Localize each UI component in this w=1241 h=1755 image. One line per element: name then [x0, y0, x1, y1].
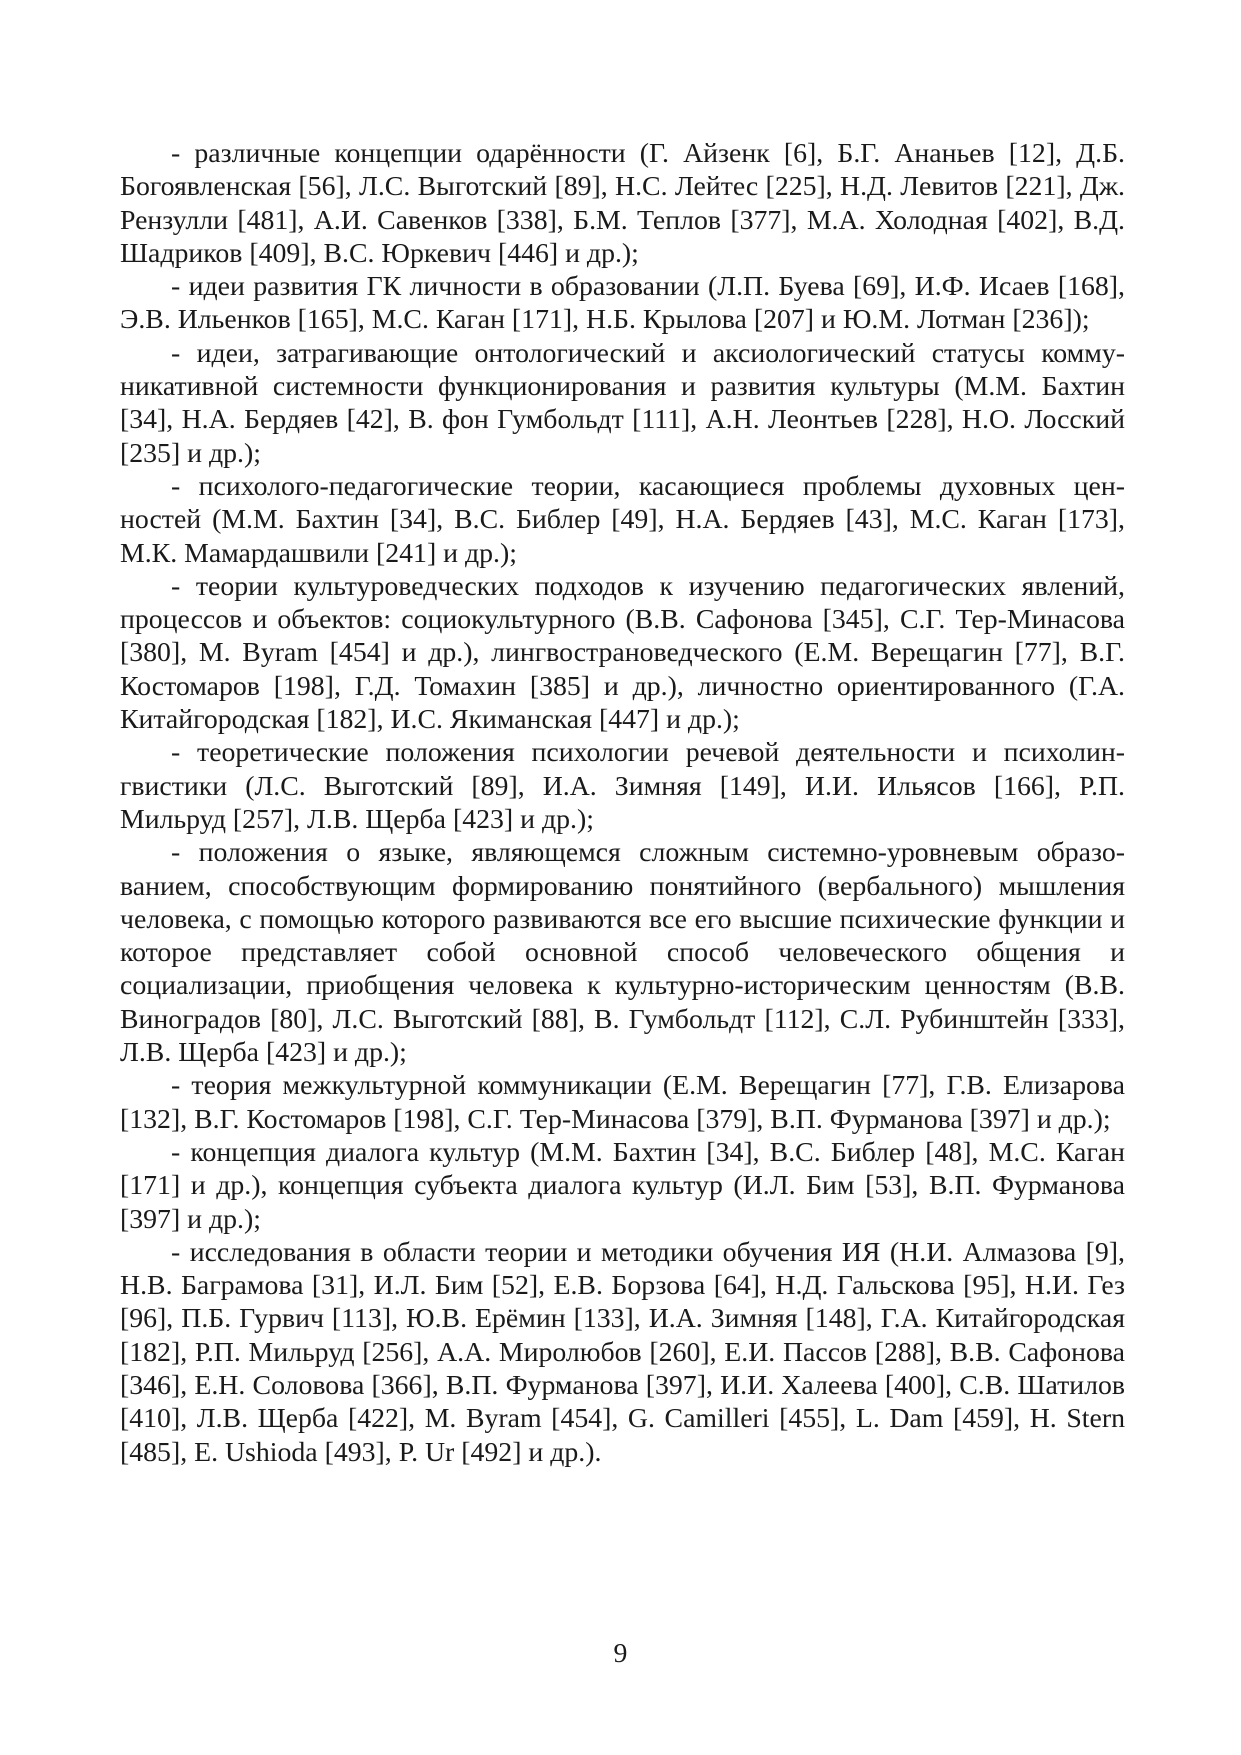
page-body — [120, 137, 1125, 1469]
paragraph-giftedness-concepts: - различные концепции одарённости (Г. Айзенк [6], Б.Г. Ананьев [12], Д.Б. Богоявленская [56], Л.С. Выготский [89], Н.С. Лейтес [225], Н.Д. Левитов [221], Дж. Рензулли [481], А.И. Савенков [338], Б.М. Теплов [377], М.А. Холодная [402], В.Д. Шадриков [409], В.С. Юркевич [446] и др.); — [120, 138, 1125, 269]
paragraph-intercultural-communication: - теория межкультурной коммуникации (Е.М. Верещагин [77], Г.В. Елизарова [132], В.Г. Костомаров [198], С.Г. Тер-Минасова [379], В.П. Фурманова [397] и др.); — [120, 1070, 1125, 1135]
paragraph-ontological-axiological-ideas: - идеи, затрагивающие онтологический и аксиологический статусы коммуникативной системности функционирования и развития культуры (М.М. Бахтин [34], Н.А. Бердяев [42], В. фон Гумбольдт [111], А.Н. Леонтьев [228], Н.О. Лосский [235] и др.); — [120, 337, 1125, 469]
paragraph-language-positions: - положения о языке, являющемся сложным системно-уровневым образованием, способствующим формированию понятийного (вербального) мышления человека, с помощью которого развиваются все его высшие психические функции и которое представляет собой основной способ человеческого общения и социализации, приобщения человека к культурно-историческим ценностям (В.В. Виноградов [80], Л.С. Выготский [88], В. Гумбольдт [112], С.Л. Рубинштейн [333], Л.В. Щерба [423] и др.); — [120, 837, 1125, 1069]
page-number: 9 — [613, 1638, 628, 1669]
paragraph-fl-teaching-research: - исследования в области теории и методики обучения ИЯ (Н.И. Алмазова [9], Н.В. Баграмова [31], И.Л. Бим [52], Е.В. Борзова [64], Н.Д. Гальскова [95], Н.И. Гез [96], П.Б. Гурвич [113], Ю.В. Ерёмин [133], И.А. Зимняя [148], Г.А. Китайгородская [182], Р.П. Мильруд [256], А.А. Миролюбов [260], Е.И. Пассов [288], В.В. Сафонова [346], Е.Н. Соловова [366], В.П. Фурманова [397], И.И. Халеева [400], С.В. Шатилов [410], Л.В. Щерба [422], M. Byram [454], G. Camilleri [455], L. Dam [459], H. Stern [485], E. Ushioda [493], P. Ur [492] и др.). — [120, 1236, 1125, 1468]
paragraph-gk-development-ideas: - идеи развития ГК личности в образовании (Л.П. Буева [69], И.Ф. Исаев [168], Э.В. Ильенков [165], М.С. Каган [171], Н.Б. Крылова [207] и Ю.М. Лотман [236]); — [120, 271, 1125, 336]
paragraph-psycholinguistics: - теоретические положения психологии речевой деятельности и психолингвистики (Л.С. Выготский [89], И.А. Зимняя [149], И.И. Ильясов [166], Р.П. Мильруд [257], Л.В. Щерба [423] и др.); — [120, 737, 1125, 835]
paragraph-spiritual-values-theories: - психолого-педагогические теории, касающиеся проблемы духовных ценностей (М.М. Бахтин [34], В.С. Библер [49], Н.А. Бердяев [43], М.С. Каган [173], М.К. Мамардашвили [241] и др.); — [120, 470, 1125, 569]
paragraph-dialogue-of-cultures: - концепция диалога культур (М.М. Бахтин [34], В.С. Библер [48], М.С. Каган [171] и др.), концепция субъекта диалога культур (И.Л. Бим [53], В.П. Фурманова [397] и др.); — [120, 1136, 1125, 1235]
paragraph-culturological-approaches: - теории культуроведческих подходов к изучению педагогических явлений, процессов и объектов: социокультурного (В.В. Сафонова [345], С.Г. Тер-Минасова [380], M. Byram [454] и др.), лингвострановедческого (Е.М. Верещагин [77], В.Г. Костомаров [198], Г.Д. Томахин [385] и др.), личностно ориентированного (Г.А. Китайгородская [182], И.С. Якиманская [447] и др.); — [120, 570, 1125, 736]
